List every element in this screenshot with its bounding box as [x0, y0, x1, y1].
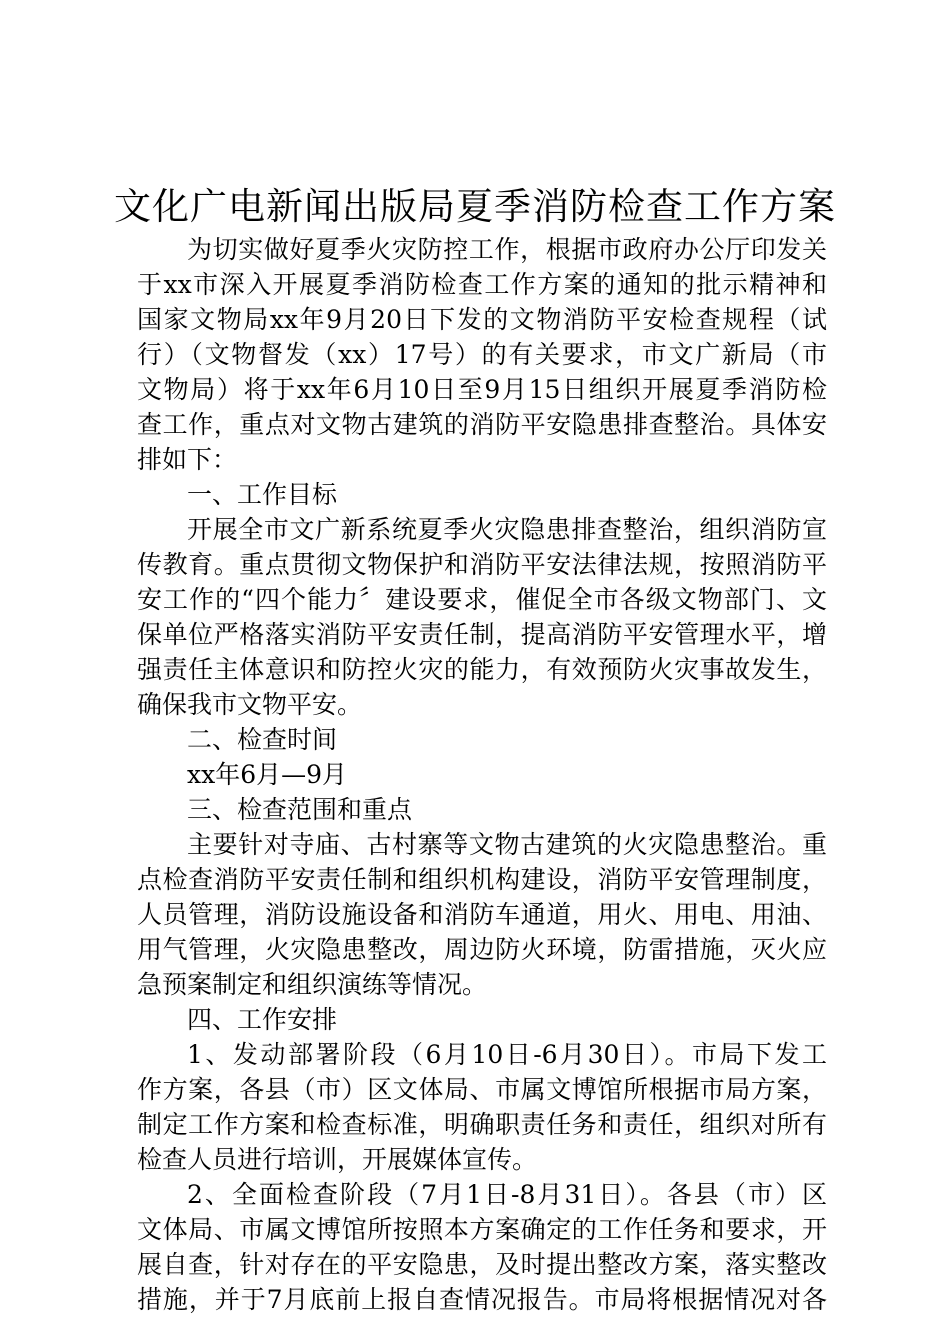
text-line: 作方案，各县（市）区文体局、市属文博馆所根据市局方案，	[137, 1075, 827, 1104]
text-line: 国家文物局xx年9月20日下发的文物消防平安检查规程（试	[137, 305, 827, 334]
text-line: 用气管理，火灾隐患整改，周边防火环境，防雷措施，灭火应	[137, 935, 827, 964]
text-line: 文物局）将于xx年6月10日至9月15日组织开展夏季消防检	[137, 375, 827, 404]
text-line: 为切实做好夏季火灾防控工作，根据市政府办公厅印发关	[187, 235, 827, 264]
text-line: 展自查，针对存在的平安隐患，及时提出整改方案，落实整改	[137, 1250, 827, 1279]
text-line: 2、全面检查阶段（7月1日-8月31日）。各县（市）区	[187, 1180, 827, 1209]
section-heading: 三、检查范围和重点	[187, 795, 413, 824]
text-line: 急预案制定和组织演练等情况。	[137, 970, 488, 999]
text-line: 点检查消防平安责任制和组织机构建设，消防平安管理制度，	[137, 865, 827, 894]
text-line: 排如下：	[137, 445, 238, 474]
text-line: 检查人员进行培训，开展媒体宣传。	[137, 1145, 538, 1174]
section-heading: 一、工作目标	[187, 480, 338, 509]
text-line: 主要针对寺庙、古村寨等文物古建筑的火灾隐患整治。重	[187, 830, 827, 859]
text-line: 于xx市深入开展夏季消防检查工作方案的通知的批示精神和	[137, 270, 827, 299]
text-line: 确保我市文物平安。	[137, 690, 363, 719]
text-line: 文体局、市属文博馆所按照本方案确定的工作任务和要求，开	[137, 1215, 827, 1244]
text-line: 1、发动部署阶段（6月10日-6月30日）。市局下发工	[187, 1040, 827, 1069]
section-heading: 二、检查时间	[187, 725, 338, 754]
section-heading: 四、工作安排	[187, 1005, 338, 1034]
text-line: 人员管理，消防设施设备和消防车通道，用火、用电、用油、	[137, 900, 827, 929]
text-line: 开展全市文广新系统夏季火灾隐患排查整治，组织消防宣	[187, 515, 827, 544]
text-line: xx年6月—9月	[187, 760, 348, 789]
text-line: 强责任主体意识和防控火灾的能力，有效预防火灾事故发生，	[137, 655, 827, 684]
text-line: 制定工作方案和检查标准，明确职责任务和责任，组织对所有	[137, 1110, 827, 1139]
text-line: 查工作，重点对文物古建筑的消防平安隐患排查整治。具体安	[137, 410, 827, 439]
text-line: 安工作的“四个能力〞建设要求，催促全市各级文物部门、文	[137, 585, 827, 614]
text-line: 保单位严格落实消防平安责任制，提高消防平安管理水平，增	[137, 620, 827, 649]
text-line: 措施，并于7月底前上报自查情况报告。市局将根据情况对各	[137, 1285, 827, 1314]
text-line: 传教育。重点贯彻文物保护和消防平安法律法规，按照消防平	[137, 550, 827, 579]
document-title: 文化广电新闻出版局夏季消防检查工作方案	[114, 185, 836, 228]
text-line: 行）（文物督发（xx）17号）的有关要求，市文广新局（市	[137, 340, 827, 369]
